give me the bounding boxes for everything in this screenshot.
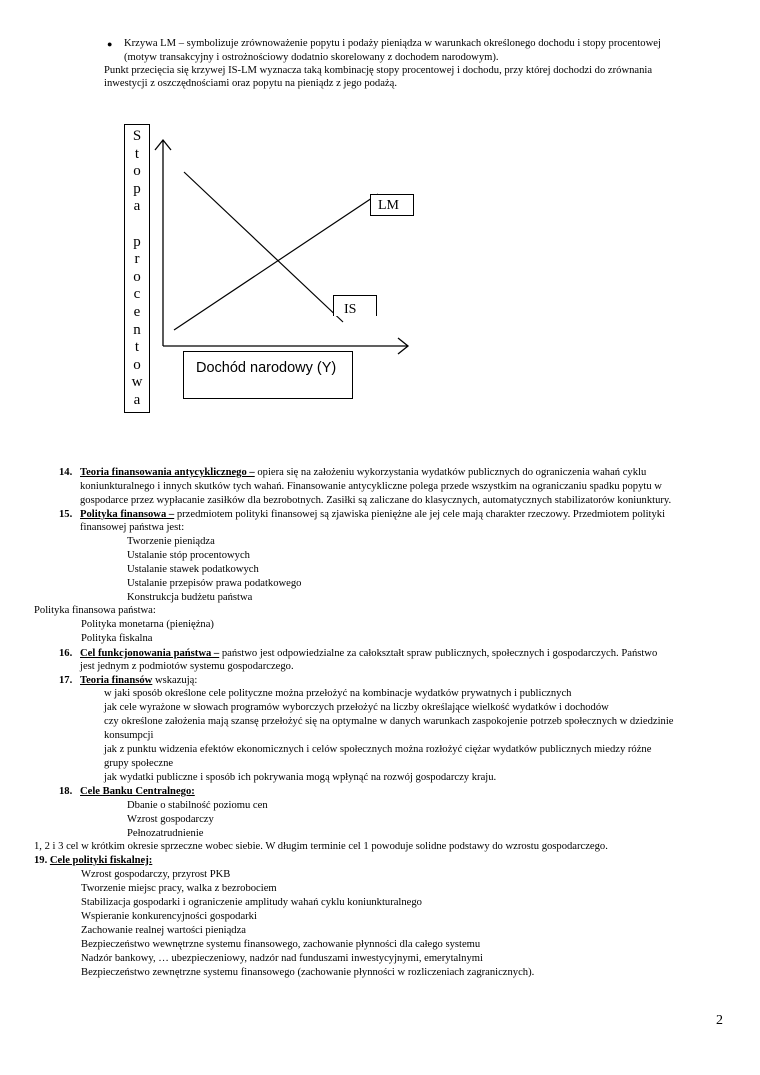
y-axis-letter: a [133,198,141,215]
lm-label: LM [378,198,399,213]
finance-policy-item: Ustalanie stawek podatkowych [127,564,259,575]
lm-bullet-line1: Krzywa LM – symbolizuje zrównoważenie popytu i podaży pieniądza w warunkach określonego dochodu i stopy procentowej [124,38,661,49]
section-19-title-line [34,854,152,868]
fiscal-goal-item: Wzrost gospodarczy, przyrost PKB [81,869,231,880]
y-axis-letter: o [133,356,141,373]
finance-policy-item: Konstrukcja budżetu państwa [127,592,253,603]
finance-policy-item: Ustalanie stóp procentowych [127,550,250,561]
central-bank-goal-item: Pełnozatrudnienie [127,828,204,839]
section-14-line2: koniunkturalnego i innych skutków tych wahań. Finansowanie antycykliczne polega przede wszystkim na ograniczaniu spadku popytu w [80,481,662,492]
y-axis-letter: o [133,268,141,285]
section-14-text: opiera się na założeniu wykorzystania wydatków publicznych do ograniczenia wahań cyklu [254,467,647,478]
is-label: IS [344,302,357,317]
fiscal-goal-item: Zachowanie realnej wartości pieniądza [81,925,246,936]
y-axis-letter: S [132,128,142,144]
finance-policy-item: Tworzenie pieniądza [127,536,215,547]
section-18-title-line [80,785,195,799]
central-bank-note: 1, 2 i 3 cel w krótkim okresie sprzeczne wobec siebie. W długim terminie cel 1 powoduje solidne podstawy do wzrostu gospodarczego. [34,841,608,852]
fiscal-goal-item: Bezpieczeństwo wewnętrzne systemu finansowego, zachowanie płynności dla całego systemu [81,939,481,950]
intersection-paragraph-line1: Punkt przecięcia się krzywej IS-LM wyznacza taką kombinację stopy procentowej i dochodu, przy której dochodzi do zrównania [104,65,653,76]
section-15-text: przedmiotem polityki finansowej są zjawiska pieniężne ale jej cele mają charakter rzeczowy. Przedmiotem polityki [174,509,666,520]
policy-heading: Polityka finansowa państwa: [34,605,156,616]
finance-policy-item: Ustalanie przepisów prawa podatkowego [127,578,302,589]
y-axis-letter: e [133,303,141,320]
finance-theory-item: w jaki sposób określone cele polityczne można przełożyć na kombinacje wydatków prywatnych i publicznych [104,688,572,699]
section-16-title: Cel funkcjonowania państwa – [80,648,220,659]
y-axis-letter: n [133,321,141,338]
y-axis-letter: p [133,233,141,250]
y-axis-letter: o [133,163,141,180]
section-17-line1 [80,674,197,688]
finance-theory-item: jak cele wyrażone w słowach programów wyborczych przełożyć na liczby określające wielkość wydatków i dochodów [104,702,609,713]
y-axis-letter: r [134,251,140,268]
lm-label-box [370,194,414,216]
finance-theory-item: czy określone założenia mają szansę przełożyć się na optymalne w danych warunkach zaspokojenie potrzeb społecznych w dziedzinie [104,716,674,727]
section-15-title: Polityka finansowa – [80,509,175,520]
y-axis-letter: t [134,339,140,356]
policy-type-item: Polityka monetarna (pieniężna) [81,619,214,630]
section-17-text: wskazują: [152,675,198,686]
fiscal-goal-item: Wspieranie konkurencyjności gospodarki [81,911,257,922]
is-label-box [333,295,377,316]
page-number: 2 [716,1013,723,1028]
section-number: 18. [59,786,73,797]
finance-theory-item: konsumpcji [104,730,154,741]
section-14-line1 [80,466,646,480]
section-16-text: państwo jest odpowiedzialne za całokształt spraw publicznych, społecznych i gospodarczych. Państwo [219,648,658,659]
lm-bullet-line2: (motyw transakcyjny i ostrożnościowy dodatnio skorelowany z dochodem narodowym). [124,52,499,63]
section-18-title: Cele Banku Centralnego: [80,786,195,797]
section-14-line3: gospodarce przez wypłacanie zasiłków dla bezrobotnych. Zasiłki są zaliczane do klasycznych, automatycznych stabilizatorów koniunktury. [80,495,672,506]
section-15-line1 [80,508,665,522]
x-axis-label-box [183,351,353,399]
section-16-line2: jest jednym z podmiotów systemu gospodarczego. [80,661,294,672]
y-axis-letter: w [131,374,143,391]
central-bank-goal-item: Wzrost gospodarczy [127,814,214,825]
intersection-paragraph-line2: inwestycji z oszczędnościami oraz popytu na pieniądz z jego podażą. [104,78,397,89]
section-number: 17. [59,675,73,686]
section-number: 15. [59,509,73,520]
section-number: 14. [59,467,73,478]
y-axis-letter: a [133,391,141,408]
finance-theory-item: grupy społeczne [104,758,174,769]
is-curve [184,172,343,322]
fiscal-goal-item: Nadzór bankowy, … ubezpieczeniowy, nadzór nad funduszami inwestycyjnymi, emerytalnymi [81,953,483,964]
policy-type-item: Polityka fiskalna [81,633,153,644]
y-axis-letter: c [133,286,141,303]
fiscal-goal-item: Bezpieczeństwo zewnętrzne systemu finansowego (zachowanie płynności w rozliczeniach zagranicznych). [81,967,535,978]
section-15-line2: finansowej państwa jest: [80,522,185,533]
section-number: 16. [59,648,73,659]
section-17-title: Teoria finansów [80,675,153,686]
y-axis-letter: p [133,180,141,197]
y-axis-letter: t [134,145,140,162]
section-19-title: Cele polityki fiskalnej: [49,855,153,866]
fiscal-goal-item: Stabilizacja gospodarki i ograniczenie amplitudy wahań cyklu koniunkturalnego [81,897,422,908]
section-16-line1 [80,647,657,661]
fiscal-goal-item: Tworzenie miejsc pracy, walka z bezrobociem [81,883,277,894]
section-14-title: Teoria finansowania antycyklicznego – [80,467,255,478]
finance-theory-item: jak z punktu widzenia efektów ekonomicznych i celów społecznych można rozłożyć ciężar wydatków publicznych miedzy różne [104,744,652,755]
bullet: ● [107,39,113,49]
finance-theory-item: jak wydatki publiczne i sposób ich pokrywania mogą wpłynąć na rozwój gospodarczy kraju. [104,772,497,783]
section-number: 19. [34,855,48,866]
x-axis-label: Dochód narodowy (Y) [196,360,337,376]
central-bank-goal-item: Dbanie o stabilność poziomu cen [127,800,268,811]
